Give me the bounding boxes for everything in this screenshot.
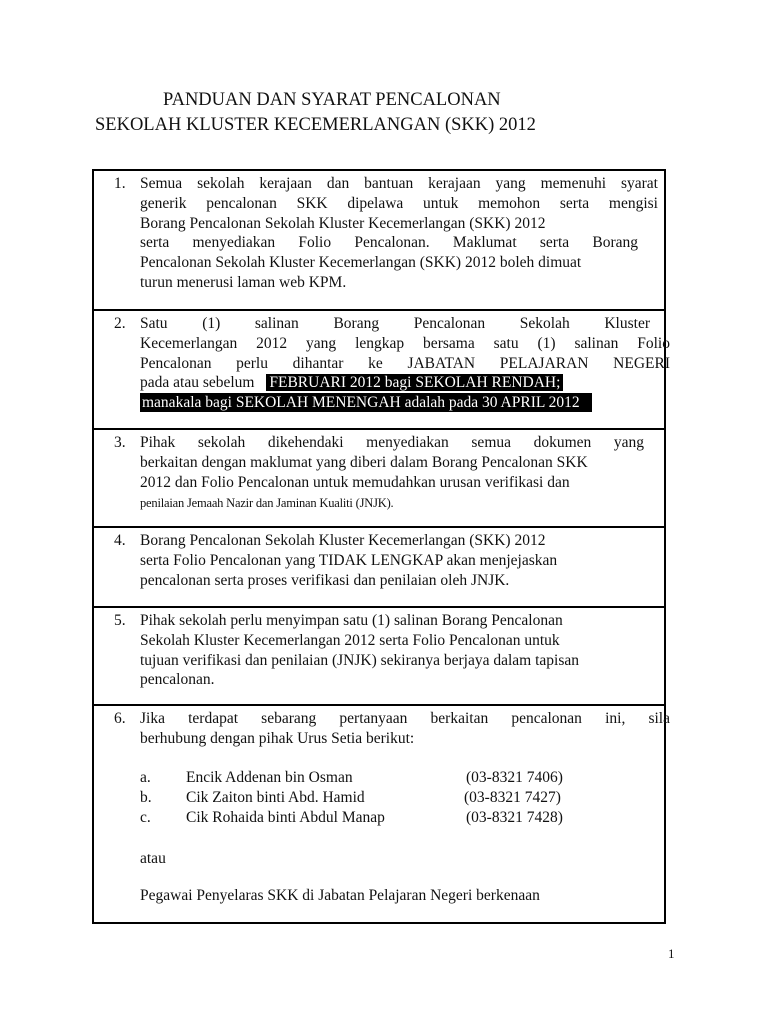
text-line: tujuan verifikasi dan penilaian (JNJK) sekiranya berjaya dalam tapisan (140, 651, 580, 669)
item-text (140, 611, 658, 690)
text-line: generik pencalonan SKK dipelawa untuk memohon serta mengisi (140, 194, 658, 212)
item-number: 2. (114, 315, 126, 332)
contact-letter: c. (140, 809, 151, 826)
text-line: pencalonan. (140, 671, 215, 689)
text-line: serta Folio Pencalonan yang TIDAK LENGKAP akan menjejaskan (140, 551, 558, 569)
guideline-item-5 (92, 606, 666, 706)
title-line-1: PANDUAN DAN SYARAT PENCALONAN (163, 90, 501, 110)
contact-row (140, 808, 660, 828)
contact-phone: (03-8321 7427) (464, 789, 561, 806)
item-text (140, 314, 670, 413)
text-line: Borang Pencalonan Sekolah Kluster Kecemerlangan (SKK) 2012 (140, 214, 546, 232)
guideline-item-2 (92, 309, 670, 430)
guideline-item-6 (92, 704, 670, 924)
item-number: 6. (114, 710, 126, 727)
guideline-item-3 (92, 428, 666, 528)
guideline-item-1 (92, 169, 666, 311)
deadline-highlight-menengah: manakala bagi SEKOLAH MENENGAH adalah pada 30 APRIL 2012 (140, 393, 592, 412)
title-line-2: SEKOLAH KLUSTER KECEMERLANGAN (SKK) 2012 (95, 115, 536, 135)
item-text (140, 174, 658, 293)
or-text: atau (140, 850, 166, 867)
contact-phone: (03-8321 7428) (466, 809, 563, 826)
text-line: turun menerusi laman web KPM. (140, 273, 347, 291)
contact-name: Cik Zaiton binti Abd. Hamid (186, 789, 365, 806)
text-line: Pihak sekolah perlu menyimpan satu (1) salinan Borang Pencalonan (140, 612, 563, 629)
guideline-item-4 (92, 526, 666, 608)
text-line: Satu (1) salinan Borang Pencalonan Sekolah Kluster (140, 315, 650, 332)
text-line: Pencalonan perlu dihantar ke JABATAN PELAJARAN NEGERI (140, 354, 670, 372)
deadline-line (140, 373, 670, 393)
item-text (140, 709, 670, 749)
coordinator-text: Pegawai Penyelaras SKK di Jabatan Pelajaran Negeri berkenaan (140, 887, 540, 904)
text-line: serta menyediakan Folio Pencalonan. Maklumat serta Borang (140, 234, 638, 252)
contact-letter: b. (140, 789, 152, 806)
text-line: Kecemerlangan 2012 yang lengkap bersama satu (1) salinan Folio (140, 334, 670, 352)
contact-row (140, 788, 660, 808)
contact-phone: (03-8321 7406) (466, 769, 563, 786)
item-number: 5. (114, 612, 126, 629)
text-line: Sekolah Kluster Kecemerlangan 2012 serta Folio Pencalonan untuk (140, 631, 560, 649)
contact-list (140, 768, 660, 828)
page-number: 1 (668, 946, 675, 961)
text-line: penilaian Jemaah Nazir dan Jaminan Kualiti (JNJK). (140, 496, 394, 511)
text-line: Pencalonan Sekolah Kluster Kecemerlangan (SKK) 2012 boleh dimuat (140, 254, 582, 272)
contact-name: Cik Rohaida binti Abdul Manap (186, 809, 385, 826)
item-number: 4. (114, 532, 126, 549)
item-text (140, 433, 644, 514)
contact-name: Encik Addenan bin Osman (186, 769, 353, 786)
text-line: Jika terdapat sebarang pertanyaan berkaitan pencalonan ini, sila (140, 710, 670, 727)
text-line: 2012 dan Folio Pencalonan untuk memudahkan urusan verifikasi dan (140, 473, 570, 491)
text-line: Pihak sekolah dikehendaki menyediakan semua dokumen yang (140, 434, 644, 451)
deadline-highlight-rendah: FEBRUARI 2012 bagi SEKOLAH RENDAH; (266, 374, 563, 391)
text-line: berkaitan dengan maklumat yang diberi dalam Borang Pencalonan SKK (140, 453, 588, 471)
deadline-prefix: pada atau sebelum (140, 374, 255, 392)
item-text (140, 531, 658, 590)
item-number: 3. (114, 434, 126, 451)
text-line: Borang Pencalonan Sekolah Kluster Kecemerlangan (SKK) 2012 (140, 532, 546, 549)
item-number: 1. (114, 175, 126, 192)
deadline-line (140, 393, 670, 413)
text-line: berhubung dengan pihak Urus Setia berikut: (140, 729, 415, 747)
text-line: pencalonan serta proses verifikasi dan penilaian oleh JNJK. (140, 571, 510, 589)
contact-letter: a. (140, 769, 151, 786)
text-line: Semua sekolah kerajaan dan bantuan kerajaan yang memenuhi syarat (140, 175, 658, 192)
contact-row (140, 768, 660, 788)
